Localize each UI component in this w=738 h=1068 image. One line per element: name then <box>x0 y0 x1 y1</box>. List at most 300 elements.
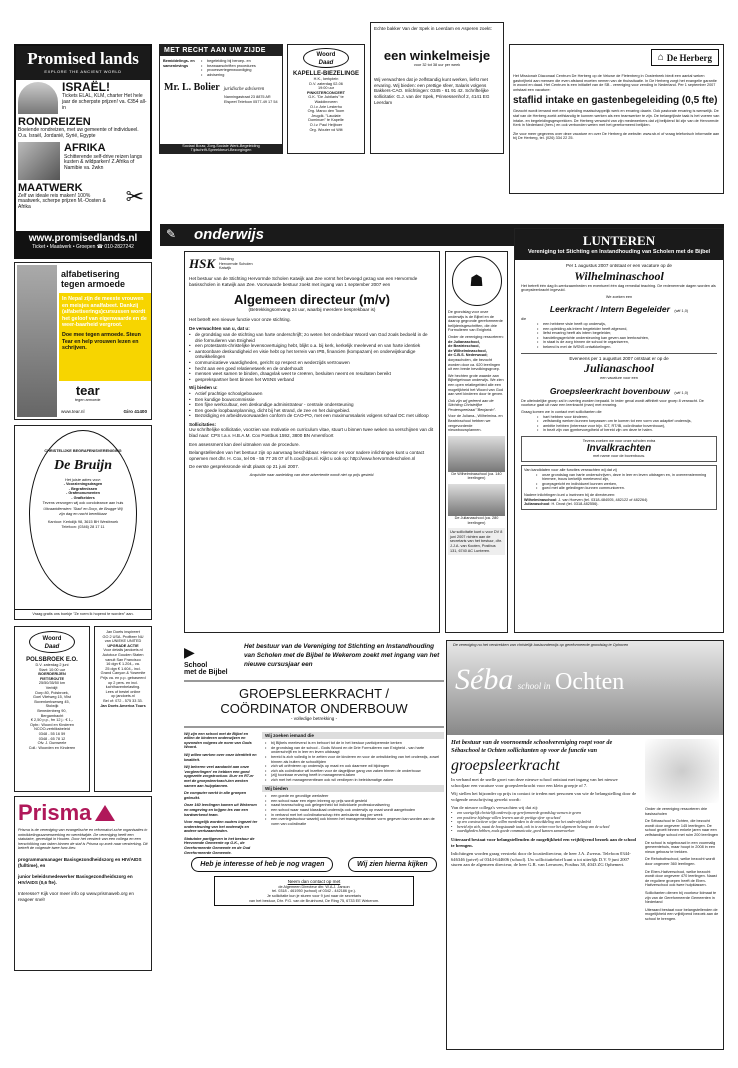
hsk-intro: Het bestuur van de Stichting Hervormde Scholen Katwijk aan Zee vormt het bevoegd gezag van een Hervormde basisscholen in Katwijk aan Zee. Voorwaarde bestuur zoekt met ingang van 1 september 2007 een <box>189 276 418 287</box>
wekerom-h2: Wij bieden <box>262 785 444 793</box>
rondreizen-text: Boeiende rondreizen, met uw gemeente of individueel. O.a. Israël, Jordanië, Syrië, Egypte <box>18 127 139 139</box>
cand-item: • groepsgericht en individueel kunnen werken, <box>536 482 714 487</box>
hsk-sollic: Uw schriftelijke sollicitatie, voorzien van motivatie en curriculum vitae, stuurt u binnen twee weken na verschijnen van dit blad naar: CPS t.a.v. H.B.A.M. Cox Postbus 1592, 3800 BN Amersfoort <box>189 427 434 439</box>
v1-item: • handelingsgerichte ondersteuning kan geven aan leerkrachten, <box>537 336 717 341</box>
bolier-footer <box>160 144 282 153</box>
bolier-footer-line: Sociaal Bouw, Zorg-Sociale Werk-Begeleiding <box>182 143 260 148</box>
dome-image <box>18 82 58 114</box>
event-line: G.K. "De Jubilaris" te <box>308 95 344 100</box>
event-line: € 2,50 p.p., fm 12 j.: € 1,- <box>30 718 74 723</box>
event-line: Start: 10:00 uur <box>38 667 66 672</box>
travel-line: luchthavenbelasting. <box>105 685 141 690</box>
seba-top: De vereniging nu het verstrekken van christelijk basisonderwijs op gereformeerde grondslag te Ophoven <box>453 643 629 647</box>
afrika-section <box>16 142 150 182</box>
hsk-info: Belangstellenden van het bestuur zijn op aanvraag beschikbaar. Hiervoor en voor nadere inlichtingen kunt u contact opnemen met dhr. H. Cox, tel 06 - 55 77 26 07 of h.cox@cps.nl. Kijkt u ook op: http://www.hervormdescholen.nl <box>189 450 425 461</box>
promised-lands-logo: Promised lands <box>27 49 139 68</box>
wekerom-left-p: Voor mogelijk worden ouders ingezet ter ondersteuning van het onderwijs en andere werkzaamheden. <box>184 820 258 834</box>
travel-line: op jandoets.nl <box>111 694 135 699</box>
seba-p: Uiteraard bestaat voor belangstellenden de mogelijkheid een vrijblijvend bezoek aan de school te brengen. <box>451 836 637 848</box>
v1-item: • liefst ervaring heeft als intern begeleider, <box>537 331 717 336</box>
event-line: Dominum" te Kapelle <box>308 118 344 123</box>
seba-side-p: Sollicitanten dienen bij voorkeur lidmaat te zijn van de Gereformeerde Gemeenten in Nederland <box>645 890 717 905</box>
logo-word: Woord <box>316 52 336 58</box>
seba-role: groepsleerkracht <box>451 757 560 774</box>
hsk-sollic-heading: Sollicitaties: <box>189 421 217 427</box>
wekerom-h1: Wij zoeken iemand die <box>262 732 444 740</box>
travel-line: Jan Doets America Tours <box>100 703 146 708</box>
wekerom-title-sub: - volledige betrekking - <box>290 716 338 721</box>
wekerom-left-p: Statutaire partijgeven in het bestuur de Hervormde Gemeente op G.K., de Gereformeerde Gemeente en de Oud Gereformeerde Gemeente. <box>184 836 255 855</box>
v2-role-row <box>521 381 717 399</box>
inval-lead: Tevens zoeken we voor onze scholen extra <box>582 438 656 443</box>
bolier-header: MET RECHT AAN UW ZIJDE <box>160 45 282 56</box>
nadere: Nadere inlichtingen kunt u inwinnen bij de directeuren: <box>524 493 616 498</box>
maatwerk-title: MAATWERK <box>18 181 83 194</box>
lunteren-p: dorpsscholen, die bezocht worden door ca. 620 leerlingen uit een brede bevolkingsgroep. <box>448 357 501 372</box>
wekerom-contact <box>214 876 414 906</box>
speech-cloud: Heb je interesse of heb je nog vragen <box>191 857 333 872</box>
v2-school: Julianaschool <box>583 361 655 376</box>
cand-box <box>521 465 717 510</box>
v2-lead: Eveneens per 1 augustus 2007 ontstaat er op de <box>521 353 717 362</box>
wekerom-list1 <box>262 739 444 784</box>
travel-line: Autotour Gouden Staten <box>102 652 144 657</box>
banner-title: onderwijs <box>194 226 265 243</box>
v2-item: • hart hebben voor kinderen, <box>537 415 717 420</box>
event-line: Stolwijk <box>45 704 59 709</box>
school-item: de Julianaschool, <box>448 339 480 344</box>
herberg-body: Gezocht wordt iemand met een opleiding maatschappelijk werk en ervaring daarin. Ook pastorale ervaring is wenselijk. De staf van de Herberg zoekt zelfstandig te kunnen werken als een teamwerker te zijn. De belangrijkste taak is het voeren van intake- en begeleidingsgesprekken. De Herberg verwacht van zijn medewerkers dat zij belijdend lid zijn van de Hervormde Kerk in Nederland (herv.) en ook verbonden weten met het gereformeerd belijden. <box>513 109 720 128</box>
promised-lands-ad <box>14 44 152 259</box>
lunteren-p: Ook zijn wij geleerd aan de Stichting Christelijke Peuterspeelzaal "Benjamin". <box>448 398 496 412</box>
event-line: Ofv. J. Dunweele <box>37 741 67 746</box>
v1-zoeken: We zoeken een <box>605 294 633 299</box>
seba-item: • vaardigheden hebben, zoals goede communicatie, goed kunnen samenwerken <box>451 829 637 834</box>
event-line: Bergambacht <box>40 713 64 718</box>
seba-side-p: De Rehobothschool, welke bezocht wordt door ongeveer 360 leerlingen. <box>645 857 715 866</box>
bruijn-footer: Vraag gratis ons boekje "Ze roem ik hopend te worden" aan. <box>15 609 151 617</box>
v1-item: • bekend is met de WSNS ontwikkelingen. <box>537 345 717 350</box>
event-details <box>288 77 364 132</box>
hsk-logo-line: Katwijk <box>219 266 232 271</box>
wekerom-item: • naast teamscholing ook gelegenheid tot individuele professionalisering <box>265 803 441 808</box>
logo-line: School <box>184 662 208 669</box>
bolier-ad <box>159 44 283 154</box>
service-item: • bezwaarschriften procedures <box>201 64 279 69</box>
bruijn-address: Kantoor: Kerkdijk 98, 3615 BH Westbroek Telefoon: (0346) 28 17 11 <box>47 520 119 529</box>
hsk-verwacht-item: • communicatieve vaardigheden, gericht op respect en wederzijds vertrouwen <box>189 360 435 366</box>
wekerom-item: • in verband met het coördinatorschap één ambulante dag per week <box>265 813 441 818</box>
prisma-footer: Interesse? Kijk voor meer info op www.prismaweb.org en reageer snel! <box>18 891 134 902</box>
event-line: Waddinxveen <box>314 99 338 104</box>
travel-line: UPGRADE ACTIE <box>107 643 139 648</box>
hsk-logo-line: Stichting <box>219 257 234 262</box>
lunteren-sollic: Uw sollicitatie kunt u voor DV 8 juni 2007 richten aan de secretaris van het bestuur, dhr. J.J.A. van Kooten, Postbus 131, 6740 AC Lunteren. <box>448 528 505 555</box>
woord-daad-polsbroek-ad <box>14 626 90 792</box>
event-line: BOERDERIJEN <box>38 672 66 677</box>
v2-zoeken: een vacature voor een <box>600 376 638 381</box>
v1-list <box>521 322 717 350</box>
wekerom-item: • zich als coördinator wil inzetten voor de dagelijkse gang van zaken binnen de onderbouw <box>265 769 441 774</box>
travel-line: Voor details jandoets.nl <box>103 648 143 653</box>
v2-item: • in bezit zijn van gymbevoegdheid of bereid zijn om deze te halen. <box>537 428 717 433</box>
service-item: • begeleiding bij beroep- en <box>201 59 279 64</box>
dir-value: : J. van Hoeven (tel. 0318-484005, 482122 of 482264) <box>556 497 648 502</box>
event-line: Dorp 80, Polsbroek, <box>35 690 69 695</box>
seba-title-place: Ochten <box>554 669 625 695</box>
event-line: Goel Vlietweg 15, Vlist <box>33 695 71 700</box>
travel-line: Jan Doets inspireert <box>106 630 140 634</box>
herberg-footer: Zie voor meer gegevens over deze vacature en over De Herberg de website: www.sb.nl of vraag telefonisch informatie aan bij De Herberg, tel. (026) 334 22 25. <box>513 131 720 141</box>
travel-line: Prijs va. en p.p. gebaseerd <box>100 675 146 680</box>
photo-caption: De Wilhelminaschool (ca. 140 leerlingen) <box>451 471 502 481</box>
herberg-title: staflid intake en gastenbegeleiding (0,5 fte) <box>513 95 718 107</box>
wekerom-left-p: Onze 160 leerlingen komen uit Wekerom en omgeving en krijgen les van een hardwerkend team. <box>184 803 257 817</box>
maatwerk-section <box>16 182 150 216</box>
travel-line: vanuit San Francisco <box>105 657 141 662</box>
hsk-bieden-item: • Een goede loopbaanplanning, dicht bij het strand, de zee en het duingebied. <box>189 408 435 414</box>
hsk-bieden-item: • Een fijne werkcultuur, een deskundige administrateur - centrale ondersteuning <box>189 402 435 408</box>
lunteren-text <box>446 310 507 433</box>
hsk-lead: Het betreft een nieuwe functie voor onze stichting. <box>189 316 291 322</box>
wekerom-title: COÖRDINATOR ONDERBOUW <box>220 701 408 716</box>
cand-item: • onze grondslag van harte onderschrijven, deze in leer en leven uitdragen en, in overeenstemming hiermee, trouw kerkelijk meelevend zijn, <box>536 473 714 482</box>
event-line: H.K., kerkplein <box>313 77 339 81</box>
wekerom-left-p: Wij willen werken over onze identiteit en kwaliteit. <box>184 752 257 762</box>
wekerom-item: • (zij) toonbaar ervaring heeft in management-taken <box>265 773 441 778</box>
seba-side-p: Uiteraard bestaat voor belangstellenden de mogelijkheid een vrijblijvend bezoek aan de school te brengen. <box>645 907 719 921</box>
seba-side-p: De Sébaschool te Ochten, die bezocht wordt door ongeveer 145 leerlingen. De school groeit binnen enkele jaren naar een zelfstandige school met ruim 200 leerlingen <box>645 819 719 837</box>
israel-title: ISRAËL! <box>62 80 110 94</box>
bolier-name-row <box>160 80 282 95</box>
wekerom-item: • een school waar een eigen inbreng op prijs wordt gesteld <box>265 799 441 804</box>
hsk-logo <box>189 256 435 272</box>
event-line: Verblijf: <box>45 685 59 690</box>
tear-title-line: alfabetisering <box>61 269 120 279</box>
bruijn-line: - Voorzieningsdragen <box>63 482 103 487</box>
hsk-verwacht-item: • hecht aan een goed relatienetwerk en de onderhoudt <box>189 366 435 372</box>
dir-line <box>524 502 714 507</box>
event-line: Org. Marco den Toom <box>307 109 345 114</box>
de-bruijn-ad <box>14 425 152 620</box>
promised-lands-footer-text: Ticket • Maatwerk • Groepen ☎ 010-2827242 <box>32 244 134 250</box>
seba-p: In verband met de snelle groei van deze nieuwe school ontstaat met ingang van het nieuwe schooljaar een vacature voor groepsleerkracht voor een klein groepje of 7. <box>451 777 618 788</box>
v1-item: • een opleiding als intern begeleider heeft afgerond, <box>537 327 717 332</box>
seba-side <box>641 735 723 925</box>
bruijn-line: Het juiste adres voor: <box>65 477 101 482</box>
seba-title <box>455 663 624 697</box>
hsk-verwacht-item: • mensen weet samen te binden, draagvlak weet te creëren, besluiten neemt en resultaten bereikt <box>189 371 435 377</box>
travel-line: Bel of: 072 - 575 33 33. <box>103 698 143 703</box>
school-item: de C.B.S. Nederwoud; <box>448 353 488 358</box>
event-line: PINKSTERCONCERT <box>307 90 345 95</box>
bruijn-top: CHRISTELIJKE BEGRAFENISVERENIGING <box>44 449 122 453</box>
seba-side-p: Onder de vereniging ressorteren drie basisscholen <box>645 807 708 816</box>
event-line: 25/50/35/50 km <box>38 681 66 686</box>
wekerom-title-box <box>184 680 444 728</box>
wekerom-item: • een overlegstructuur waarbij ook binnen het managementteam vorm gegeven kan worden aan de vorm van coördinatie <box>265 817 441 826</box>
inval-title: Invalkrachten <box>586 443 652 455</box>
inval-sub: met name voor de bovenbouw. <box>593 454 645 459</box>
wekerom-left-p: Wij zijn een school met de Bijbel en willen de kinderen onderwijzen en opvoeden volgens de norm van Gods Woord. <box>184 731 252 750</box>
v2-list <box>521 415 717 433</box>
v1-die: die <box>521 317 527 322</box>
travel-line: Grand Canyon & Yosemite <box>100 671 146 676</box>
travel-line: op 2 pers. en incl. <box>108 680 138 685</box>
lunteren-p: Voor de Juliana-, Wilhelmina- en Beatrixschool hebben we vergevorderde nieuwbouwplannen. <box>448 414 503 433</box>
prisma-logo-text: Prisma <box>18 800 92 825</box>
israel-section <box>16 80 150 116</box>
afrika-text: Schitterende self-drive reizen langs kusten & wildparken! Z.Afrika of Namibie va. 2wkn <box>64 153 143 172</box>
travel-line: 16 dgn € 1.204,- va. <box>106 662 140 667</box>
v1-item: • in staat is de zorg binnen de school te organiseren, <box>537 340 717 345</box>
v1-item: • een hebbere visie heeft op onderwijs, <box>537 322 717 327</box>
prisma-logo-icon <box>95 805 115 821</box>
seba-item: • bereid zijn zich, naast de hoogstaande taak, ook in te zetten voor het algemeen belang van de school <box>451 825 637 830</box>
wekerom-item: • een school waar naast klassikaal onderwijs ook onderwijs op maat wordt aangeboden <box>265 808 441 813</box>
hsk-verwacht-heading: De verwachten van u, dat u: <box>189 326 250 332</box>
wekerom-right <box>262 732 444 856</box>
wekerom-item: • bereid is zich volledig in te zetten voor de kinderen en voor de ontwikkeling van het onderwijs, zowel binnen als buiten de schooltijden <box>265 755 441 764</box>
event-line: 19:00 uur <box>317 86 335 91</box>
winkel-sub: voor 32 tot 38 uur per week <box>413 62 461 67</box>
event-line: D.V. zaterdag 02-06 <box>309 81 343 86</box>
contact-line: Je sollicitatie kun je sturen voor 9 juni naar de secretaris <box>266 894 362 899</box>
dir-label: Julianaschool <box>524 502 550 507</box>
contact-line: tel. 0318 - 461950 (school) of 0342 - 442186 (pr.). <box>272 889 356 894</box>
bruijn-line: - Grafkelders <box>71 495 95 500</box>
seba-lead: Het bestuur van de voornoemde schoolvereniging roept voor de Sébaschool te Ochten sollicitanten op voor de functie van <box>451 739 613 754</box>
seba-list <box>451 811 637 834</box>
seba-hero <box>447 641 723 735</box>
bruijn-line: - Grafmonumenten <box>66 491 100 496</box>
v2-item: • zelfstandig werken kunnen toepassen om te komen tot een vorm van adaptief onderwijs, <box>537 419 717 424</box>
bolier-services <box>160 56 282 80</box>
seba-p: Wij stellen het bijzonder op prijs in contact te treden met personen van wie de belangstelling door de volgende omschrijving gewekt wordt: <box>451 791 637 802</box>
event-line: NCOO-verbliksbeleid <box>34 727 70 732</box>
bolier-label: Bemiddelings- en samenlevings <box>163 59 195 68</box>
event-line: O.l.v. Paul Heijboer <box>309 122 343 127</box>
seba-item: • een soortgelijk christelijk onderwijs op gereformeerde grondslag wensen te geven <box>451 811 637 816</box>
v1-wtf: (wtf 1,0) <box>674 309 689 314</box>
hsk-verwacht-list <box>189 332 435 382</box>
travel-line: Lees of bestel online <box>105 689 141 694</box>
bruijn-quote: Uitvaartdiensten: 'Stad' en Dorp, de Brugge Wij zijn dag en nacht bereikbaar <box>43 507 123 516</box>
bruijn-services <box>30 478 136 506</box>
seba-side-p: De Eben-Haëzerschool, welke bezocht wordt door ongeveer 470 leerlingen. Naast de reguliere groepen heeft de Eben-Haëzerschool ook twee hulpklassen. <box>645 869 717 888</box>
wekerom-left <box>184 732 262 856</box>
hsk-vacancy <box>184 251 440 633</box>
v2-text: De uiteindelijke groep zal in overleg worden bepaald. In ieder geval wordt affiniteit voor groep 8 verwacht. De voorkeur gaat uit naar een leerkracht (man) met ervaring. <box>521 398 704 408</box>
seba-heading: Van de nieuwe collega's verwachten wij dat zij: <box>451 805 539 811</box>
v1-role: Leerkracht / Intern Begeleider <box>549 304 670 315</box>
rondreizen-title: RONDREIZEN <box>18 116 91 128</box>
winkel-intro: Echte bakker Van der Spek in Leerdam en Asperen zoekt: <box>374 26 492 31</box>
seba-side-p: De school is ruigebouwd in een voormalig gemeentehuis, maar hoopt in 2008 in een nieuw gebouw te trekken. <box>645 840 716 854</box>
seba-p: Inlichtingen worden graag verstrekt door de locatiedirecteur, de heer J.A. Zwerus. Telefoon 0344-646346 (privé) of 0344-644606 (school). Uw sollicitatiebrief kunt u tot uiterlijk D.V. 9 juni 2007 sturen aan de algemeen directeur, de heer G.R. van Leeuwen, Postbus 38, 4043 ZG Ophemert. <box>451 851 631 868</box>
wekerom-item: • een goede en geordilge werksfeer <box>265 794 441 799</box>
promised-lands-header <box>16 46 150 80</box>
v1-school: Wilhelminaschool <box>574 268 664 283</box>
tear-ad <box>14 262 152 420</box>
bolier-service-list <box>201 59 279 77</box>
hsk-verwacht-item: • aantoonbare deskundigheid en visie hebt op het terrein van IPB, financiën (kompazam) en onderwijskundige ontwikkelingen <box>189 349 435 360</box>
seba-main <box>447 735 641 925</box>
contact-heading: Neem dan contact op met <box>287 879 341 885</box>
travel-line: van UNIEKE UNITED <box>104 639 142 644</box>
lunteren-title: LUNTEREN <box>582 233 656 248</box>
wilhelminaschool-photo <box>448 436 505 472</box>
promised-lands-tagline: EXPLORE THE ANCIENT WORLD <box>44 69 122 74</box>
hsk-logo-mark: HSK <box>189 256 216 271</box>
hsk-verwacht-item: • de grondslag van de stichting van harte onderschrijft; zo weten het onderblaar Woord van God zoals bedoeld in de drie formulieren van Enigheid <box>189 332 435 343</box>
event-line: Jeugdk. "Laudate <box>311 113 341 118</box>
giraffe-image <box>18 142 60 180</box>
event-line: Opbr.: Woord en Kinderen <box>29 722 75 727</box>
hsk-bieden-list <box>189 391 435 419</box>
maatwerk-text: Zelf uw ideale reis maken! 100% maatwerk, scherpe prijzen M.-Oosten & Afrika <box>18 192 106 211</box>
inval-box <box>521 436 717 462</box>
tear-body: In Nepal zijn de meeste vrouwen en meisjes analfabeet. Dankzij (alfabetiserings)cursussen wordt het geloof van eigenwaarde en de weer-baarheid vergroot. <box>62 296 147 329</box>
cand-item: • goed met alle geledingen kunnen communiceren. <box>536 486 714 491</box>
seba-title-mid: school in <box>517 681 551 691</box>
hsk-gesprek: De eerste gespreksronde vindt plaats op 21 juni 2007. <box>189 464 300 470</box>
photo-caption: De Julianaschool (ca. 280 leerlingen) <box>454 516 499 525</box>
cand-heading: Van kandidaten voor alle functies verwachten wij dat zij <box>524 468 617 473</box>
scissors-icon: ✂ <box>125 183 144 209</box>
wekerom-logo <box>184 640 240 676</box>
prisma-intro: Prisma is de vereniging van evangelische en reformatori-sche organisaties in ontwikkelingssamenwerking en wereldwijde. De vereniging heeft een statutaire, gevestigd in Houten. Door het versterk van een collega en een herschikking van taken binnen de staf is Prisma op zoek naar versterking. Dit betreft de volgende twee func-ties: <box>18 828 148 851</box>
hsk-bieden-item: • Actief prachtige schoolgebouwen <box>189 391 435 397</box>
lunteren-vacancy <box>514 228 724 633</box>
israel-text: Tickets ELAL, KLM, charter Het hele jaar de scherpste prijzen! va. €354 all-in <box>62 93 147 111</box>
wekerom-title: GROEPSLEERKRACHT / <box>238 686 390 701</box>
travel-lines <box>95 630 151 708</box>
wekerom-clouds <box>184 857 444 872</box>
v2-contact: Graag komen we in contact met sollicitanten die <box>521 409 602 414</box>
hsk-subtitle: (Betrekkingsomvang 24 uur, waarbij meerdere besprekbaar is) <box>248 307 376 313</box>
winkelmeisje-ad <box>370 22 504 154</box>
logo-word: Woord <box>42 636 62 642</box>
herberg-logo-icon: ⌂ <box>657 52 664 63</box>
bruijn-emblem <box>29 430 137 598</box>
lunteren-p: We hechten grote waarde aan Bijbelgetrouw onderwijs. We zien een open relatiegebied alle een mogelijkheid het Woord van God aan veel kinderen door te geven. <box>448 373 504 397</box>
promised-lands-url: www.promisedlands.nl <box>28 233 138 244</box>
woord-daad-logo <box>29 631 75 653</box>
v1-role-row <box>521 299 717 317</box>
woord-daad-logo <box>303 48 349 68</box>
wekerom-list2 <box>262 792 444 828</box>
service-item: • advisering <box>201 73 279 78</box>
wekerom-left-p: Wij beheren veel aandacht aan onze 'zorgleerlingen' en hebben een goed opgezette zorgstructuur. Ib-er en RT-er met de groepsleerkrach-ten werken samen aan hulpplannen. <box>184 765 254 788</box>
tear-giro: Giro 41400 <box>123 409 147 415</box>
logo-arrow-icon: ▶ <box>184 644 195 660</box>
bruijn-line: - Begrafenissen <box>68 486 98 491</box>
hsk-logo-line: Hervormde Scholen <box>219 261 253 266</box>
seba-title-main: Séba <box>455 663 514 696</box>
hsk-title: Algemeen directeur (m/v) <box>233 292 391 308</box>
service-item: • procesvertegenwoordiging <box>201 68 279 73</box>
event-line: 0348 - 65 78 12 <box>38 736 66 741</box>
event-line: FIETSROUTE <box>39 676 65 681</box>
speech-cloud: Wij zien hierna kijken <box>348 857 437 872</box>
event-line: Org. Wouter vd Wilt <box>309 127 343 132</box>
event-line: O.l.v. Arie Lesterho <box>309 104 342 109</box>
cand-list <box>524 473 714 491</box>
tear-logo <box>75 383 101 403</box>
hsk-verwacht-item: • een protestants-christelijke levensovertuiging hebt, blijkt o.a. bij kerk, kerkelijk meelevend en van harte identiek <box>189 343 435 349</box>
hsk-verwacht-item: • gesprekspartner bent binnen het WSNS verband <box>189 377 435 383</box>
afrika-title: AFRIKA <box>64 141 106 154</box>
bruijn-line: Tevens verzorgen wij ook condoleance aan huis <box>42 500 124 505</box>
hsk-bieden-heading: Wij bieden u: <box>189 385 218 391</box>
v2-role: Groepsleerkracht bovenbouw <box>549 385 670 396</box>
seba-vacancy <box>446 640 724 1050</box>
woord-daad-kapelle-ad <box>287 44 365 154</box>
bolier-address: Nanningastraat 23 8875 AR Elspeet Telefoon 0577-49 17 54 <box>224 95 278 104</box>
tear-logo-text: tear <box>75 383 100 398</box>
logo-word: Daad <box>44 644 60 650</box>
seba-chair-image <box>645 739 719 803</box>
school-item: de Wilhelminaschool, <box>448 348 487 353</box>
hsk-bieden-item: • Een kundige bouwcommissie <box>189 397 435 403</box>
bruijn-name: De Bruijn <box>54 457 112 473</box>
lunteren-p: Onder de vereniging ressorteren: <box>448 334 504 339</box>
logo-line: met de Bijbel <box>184 669 228 676</box>
lunteren-header <box>515 229 723 260</box>
winkel-title: een winkelmeisje <box>383 47 491 63</box>
wekerom-item: • zich met het managementteam ook wil verdiepen in beleidsmatige zaken <box>265 778 441 783</box>
tear-title <box>61 269 125 289</box>
wekerom-item: • zich wil oriënteren op onderwijs op maat en ook daarmee wil bijdragen <box>265 764 441 769</box>
herberg-logo <box>651 49 719 66</box>
wekerom-vacancy <box>184 640 444 1050</box>
hsk-logo-text <box>219 257 253 271</box>
bolier-role: juridische adviseren <box>223 87 265 93</box>
lunteren-info-column <box>445 251 508 633</box>
event-line: Benedenberg 90, <box>37 708 67 713</box>
v2-wtf: (wtf 1,0) <box>674 390 689 395</box>
event-line: 0348 - 55 16 59 <box>38 731 66 736</box>
v1-text: Het betreft één dag ib-werkzaamheden en eventueel één dag remedial teaching. De redenerende dagen worden als groepsleerkracht ingevuld. <box>521 283 716 293</box>
logo-word: Daad <box>318 60 334 66</box>
tear-yellow-panel <box>59 293 151 381</box>
hsk-assessment: Een assessment kan deel uitmaken van de procedure. <box>189 441 300 447</box>
lunteren-subtitle: Vereniging tot Stichting en Instandhouding van Scholen met de Bijbel <box>527 249 711 255</box>
event-line: D.V. zaterdag 2 juni <box>35 663 69 667</box>
dir-label: Wilhelminaschool <box>524 497 557 502</box>
hsk-footnote: Acquisitie naar aanleiding van deze advertentie wordt niet op prijs gesteld. <box>249 473 375 478</box>
wekerom-item: • bij Bijbels meelevend is en behoort tot de in het bestuur participerende kerken <box>265 741 441 746</box>
event-title: KAPELLE-BIEZELINGE <box>292 71 359 77</box>
wekerom-header <box>184 640 444 676</box>
travel-line: 25 dgn € 1.604,- incl. <box>105 666 141 671</box>
tear-logo-sub: tegen armoede <box>75 398 101 402</box>
wekerom-head: Het bestuur van de Vereniging tot Stichting en Instandhouding van Scholen met de Bijbel te Wekerom zoekt met ingang van het nieuwe cursusjaar een <box>244 643 440 668</box>
event-line: Coll.: Woorden en Kinderen <box>28 745 76 750</box>
lunteren-seal: ☗ <box>452 256 502 306</box>
wekerom-left-p: De computer werkt in alle groepen gebruikt. <box>184 791 247 800</box>
v1-lead: Per 1 augustus 2007 ontstaat er een vacature op de <box>566 263 672 268</box>
hsk-bieden-item: • Bezoldiging en arbeidsvoorwaarden conform de CAO-PO, met een maximumsalaris volgens schaal DC met uitloop <box>189 413 435 419</box>
bolier-footer-line: Tijdschrift-Spreekbeurt-Bezorgingen <box>190 148 252 153</box>
tear-photo <box>17 265 57 417</box>
v2-item: • ambitie hebben (interesse voor bijv. ICT, RT/IB, coördinator bovenbouw), <box>537 424 717 429</box>
contact-line: van het bestuur, Dhr. P.G. van de Bruinhorst, De Ring 75, 6733 EE Wekerom. <box>248 898 380 903</box>
event-details <box>15 663 89 750</box>
herberg-logo-text: De Herberg <box>666 52 712 63</box>
prisma-logo <box>18 800 148 826</box>
